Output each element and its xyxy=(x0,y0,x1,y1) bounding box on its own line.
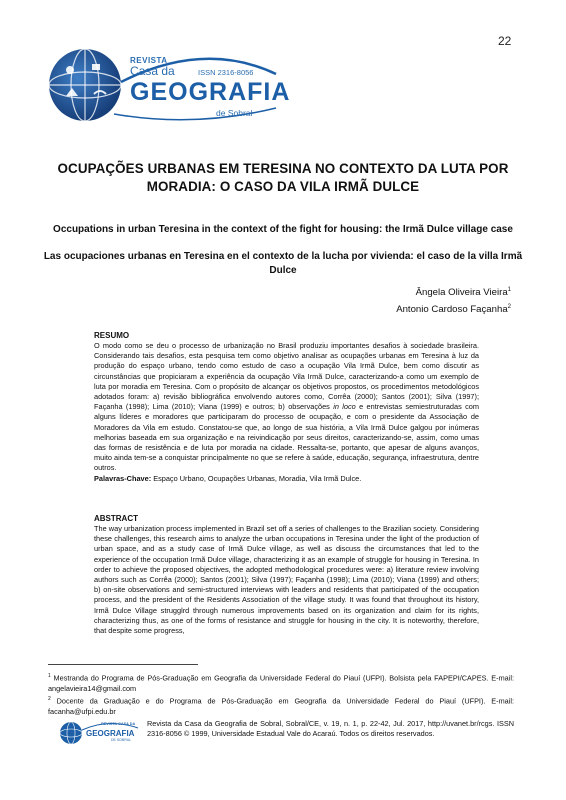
article-title-pt xyxy=(40,160,526,196)
logo-geografia: GEOGRAFIA xyxy=(130,78,291,106)
citation-footer: Revista da Casa da Geografia de Sobral, Sobral/CE, v. 19, n. 1, p. 22-42, Jul. 2017, http://uvanet.br/rcgs. ISSN 2316-8056 © 1999, Universidade Estadual Vale do Acaraú. Todos os direitos reservados. xyxy=(147,719,514,739)
footnote-text: Docente da Graduação e do Programa de Pós-Graduação em Geografia da Universidade Federal do Piauí (UFPI). E-mail: facanha@ufpi.edu.br xyxy=(48,696,514,716)
footer-logo-revista: REVISTA CASA DA xyxy=(101,722,136,726)
footer-logo-sobral: DE SOBRAL xyxy=(111,738,132,742)
resumo-text-part1: O modo como se deu o processo de urbanização no Brasil produziu importantes desafios à sociedade brasileira. Considerando tais desafios, esta pesquisa tem como objetivo analisar as ocupações urbanas em Teresina à luz da produção do espaço urbano, tendo como estudo de caso a ocupação Vila Irmã Dulce, bem como discutir as circunstâncias que propiciaram a experiência da ocupação Vila Irmã Dulce, caracterizando-a como um exemplo de luta por moradia em Teresina. Com o propósito de alcançar os objetivos propostos, os procedimentos metodológicos adotados foram: a) revisão bibliográfica envolvendo autores como, Corrêa (2000); Santos (2001); Silva (1997); Façanha (1998); Lima (2010); Viana (1999) e outros; b) observações xyxy=(94,341,479,412)
logo-de-sobral: de Sobral xyxy=(216,108,253,118)
keywords-label: Palavras-Chave: xyxy=(94,473,152,483)
logo-casa-da: Casa da xyxy=(130,64,175,78)
footer-logo-geografia: GEOGRAFIA xyxy=(86,729,135,738)
author-2 xyxy=(396,304,511,315)
resumo-italic: in loco xyxy=(333,402,356,412)
footnote-mark: 2 xyxy=(48,696,51,703)
footnote-text: Mestranda do Programa de Pós-Graduação em Geografia da Universidade Federal do Piauí (UFPI). Bolsista pela FAPEPI/CAPES. E-mail: angelavieira14@gmail.com xyxy=(48,673,514,693)
abstract-heading: ABSTRACT xyxy=(94,514,138,523)
logo-issn: ISSN 2316-8056 xyxy=(198,68,254,77)
author-1 xyxy=(416,287,511,298)
title-pt-line1: OCUPAÇÕES URBANAS EM TERESINA NO CONTEXTO DA LUTA POR xyxy=(57,161,509,176)
resumo-body xyxy=(94,341,479,484)
author-name: Antonio Cardoso Façanha xyxy=(396,304,508,316)
resumo-text-part2: e entrevistas semiestruturadas com alguns líderes e moradores que participaram do processo de ocupação, e com o presidente da Associação de Moradores da Vila em estudo. Constatou-se que, ao longo de sua história, a Vila Irmã Dulce galgou por inúmeras melhorias baseada em sua organização e na reivindicação por seus direitos, caracterizando-se, assim, como umas das formas de resistência e de luta por moradia na cidade. Ressalta-se, portanto, que apesar de alguns avanços, muito ainda tem-se a conquistar principalmente no que se refere à saúde, educação, segurança, infraestrutura, dentre outros. xyxy=(94,402,479,473)
footnote-divider xyxy=(48,664,198,665)
logo-revista: REVISTA xyxy=(130,56,168,65)
page-number: 22 xyxy=(498,34,512,48)
author-footnote-mark[interactable]: 1 xyxy=(507,287,511,293)
author-name: Ângela Oliveira Vieira xyxy=(415,287,508,299)
title-es-line2: Dulce xyxy=(269,265,297,276)
keywords: Espaço Urbano, Ocupações Urbanas, Moradia, Vila Irmã Dulce. xyxy=(151,473,362,483)
resumo-heading: RESUMO xyxy=(94,331,130,340)
title-pt-line2: MORADIA: O CASO DA VILA IRMÃ DULCE xyxy=(146,179,420,194)
title-es-line1: Las ocupaciones urbanas en Teresina en el contexto de la lucha por vivienda: el caso de la villa Irmã xyxy=(43,251,523,262)
footnote-2 xyxy=(48,694,514,717)
author-footnote-mark[interactable]: 2 xyxy=(507,304,511,310)
footnote-mark: 1 xyxy=(48,673,51,679)
footnote-1 xyxy=(48,671,514,694)
footnotes xyxy=(48,671,514,717)
article-title-es xyxy=(40,250,526,278)
article-title-en: Occupations in urban Teresina in the context of the fight for housing: the Irmã Dulce village case xyxy=(53,224,513,235)
abstract-body: The way urbanization process implemented in Brazil set off a series of challenges to the Brazilian society. Considering these challenges, this research aims to analyze the urban occupations in Teresina under the light of the production of urban space, and as a study case of Irmã Dulce village, as well as discuss the circumstances that led to the experience of the occupation Irmã Dulce village, characterizing it as an example of struggle for housing in Teresina. In order to achieve the proposed objectives, the adopted methodological procedures were: a) literature review involving authors such as Corrêa (2000); Santos (2001); Silva (1997); Façanha (1998); Lima (2010); Viana (1999) and others; b) on-site observations and semi-structured interviews with leaders and residents that participated of the occupation process, and the president of the Residents Association of the village study. It was found that throughout its history, Irmã Dulce Village strugglrd through numerous improvements based on its organization and claim for its rights, characterizing thus, as one of the forms of resistance and struggle for housing in the city. It is noteworthy, therefore, that despite some progress, xyxy=(94,524,479,636)
